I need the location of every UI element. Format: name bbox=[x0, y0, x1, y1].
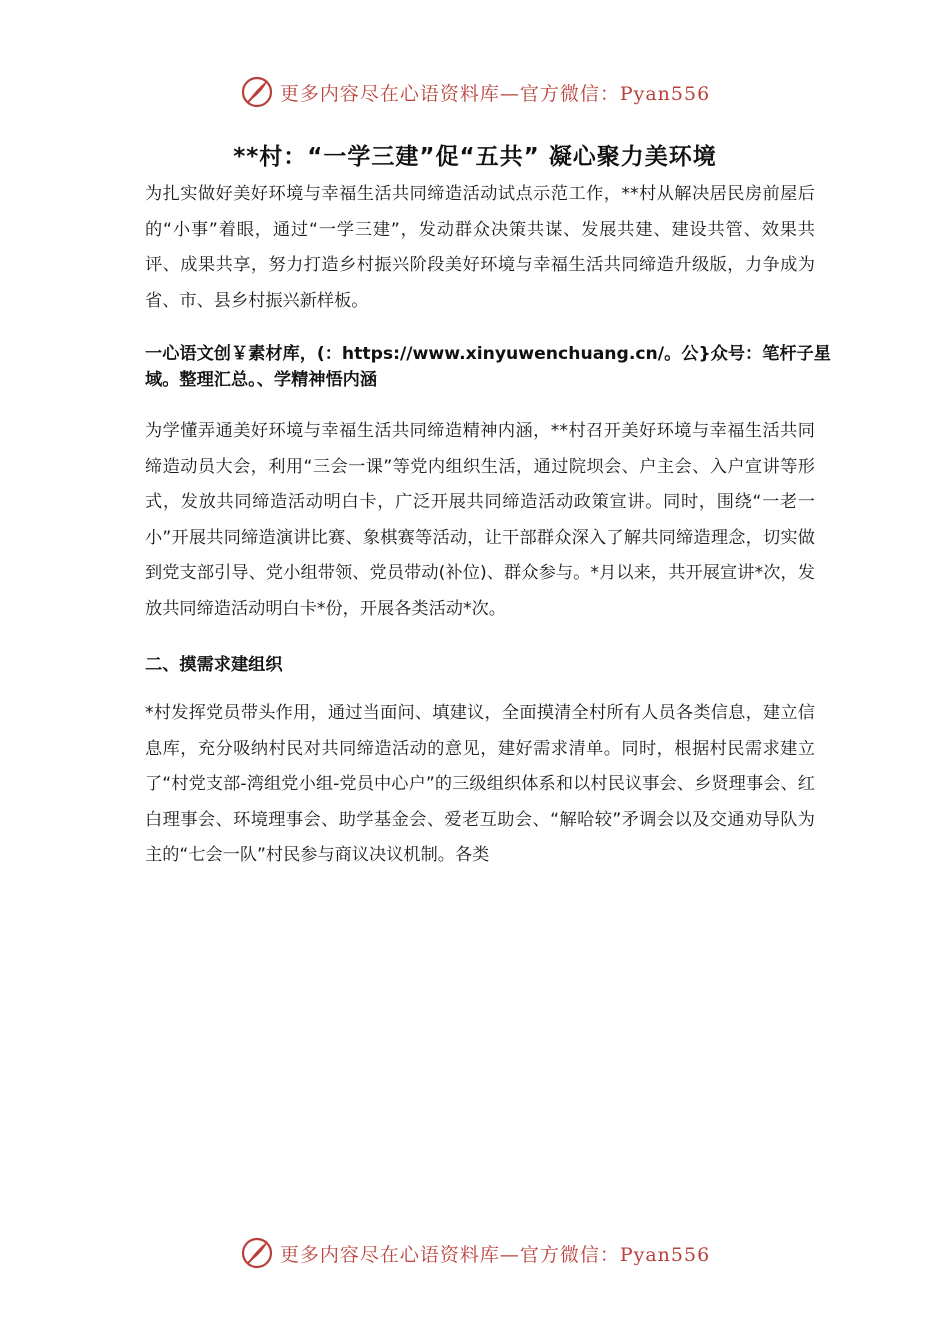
header-banner bbox=[0, 72, 950, 112]
quill-seal-icon bbox=[240, 75, 274, 109]
intro-paragraph: 为扎实做好美好环境与幸福生活共同缔造活动试点示范工作，**村从解决居民房前屋后的“小事”着眼，通过“一学三建”，发动群众决策共谋、发展共建、建设共管、效果共评、成果共享，努力打造乡村振兴阶段美好环境与幸福生活共同缔造升级版，力争成为省、市、县乡村振兴新样板。 bbox=[145, 184, 815, 311]
section1-heading-note: 一心语文创￥素材库，(：https://www.xinyuwenchuang.cn/。公}众号：笔杆子星域。整理汇总。、学精神悟内涵 bbox=[145, 344, 831, 390]
footer-banner-text: 更多内容尽在心语资料库—官方微信：Pyan556 bbox=[279, 1243, 711, 1266]
section2-heading: 二、摸需求建组织 bbox=[145, 655, 283, 675]
section1-paragraph: 为学懂弄通美好环境与幸福生活共同缔造精神内涵，**村召开美好环境与幸福生活共同缔造动员大会，利用“三会一课”等党内组织生活，通过院坝会、户主会、入户宣讲等形式，发放共同缔造活动明白卡，广泛开展共同缔造活动政策宣讲。同时，围绕“一老一小”开展共同缔造演讲比赛、象棋赛等活动，让干部群众深入了解共同缔造理念，切实做到党支部引导、党小组带领、党员带动(补位)、群众参与。*月以来，共开展宣讲*次，发放共同缔造活动明白卡*份，开展各类活动*次。 bbox=[145, 421, 815, 619]
footer-banner bbox=[0, 1233, 950, 1273]
document-title: **村：“一学三建”促“五共” 凝心聚力美环境 bbox=[233, 144, 717, 170]
section2-paragraph: *村发挥党员带头作用，通过当面问、填建议，全面摸清全村所有人员各类信息，建立信息库，充分吸纳村民对共同缔造活动的意见，建好需求清单。同时，根据村民需求建立了“村党支部-湾组党小组-党员中心户”的三级组织体系和以村民议事会、乡贤理事会、红白理事会、环境理事会、助学基金会、爱老互助会、“解哈较”矛调会以及交通劝导队为主的“七会一队”村民参与商议决议机制。各类 bbox=[145, 703, 815, 865]
quill-seal-icon bbox=[240, 1236, 274, 1270]
header-banner-text: 更多内容尽在心语资料库—官方微信：Pyan556 bbox=[279, 82, 711, 105]
